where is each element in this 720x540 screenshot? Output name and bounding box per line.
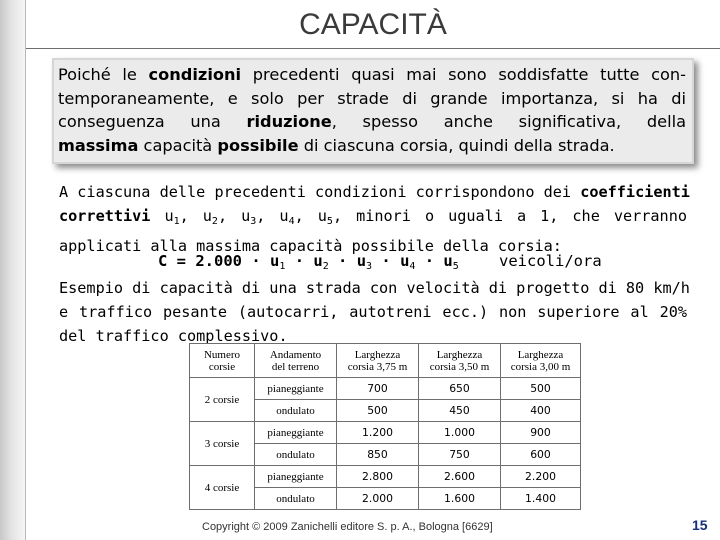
value-cell: 2.000: [337, 488, 419, 510]
side-decoration-bar: [0, 0, 26, 540]
value-cell: 900: [501, 422, 581, 444]
highlight-line-1: Poiché le condizioni precedenti quasi mai sono soddisfatte tutte con-: [58, 65, 686, 84]
body-line-1: A ciascuna delle precedenti condizioni corrispondono dei coefficienti: [59, 183, 690, 201]
header-lanes: Numero corsie: [190, 344, 255, 378]
value-cell: 500: [501, 378, 581, 400]
header-width-375: Larghezza corsia 3,75 m: [337, 344, 419, 378]
body-line-2: correttivi $u_1$, $u_2$, $u_3$, $u_4$, $u_5$, minori o uguali a 1, che verranno: [59, 207, 687, 227]
title-divider: [26, 48, 720, 49]
terrain-cell: ondulato: [255, 444, 337, 466]
value-cell: 1.400: [501, 488, 581, 510]
highlight-line-4: massima capacità possibile di ciascuna corsia, quindi della strada.: [58, 135, 615, 155]
terrain-cell: ondulato: [255, 400, 337, 422]
example-line-3: del traffico complessivo.: [59, 327, 288, 345]
terrain-cell: pianeggiante: [255, 378, 337, 400]
table-row: [190, 466, 581, 488]
body-paragraph: [59, 180, 690, 258]
value-cell: 400: [501, 400, 581, 422]
example-paragraph: [59, 276, 690, 348]
value-cell: 850: [337, 444, 419, 466]
lanes-cell: 4 corsie: [190, 466, 255, 510]
header-width-300: Larghezza corsia 3,00 m: [501, 344, 581, 378]
example-line-1: Esempio di capacità di una strada con velocità di progetto di 80 km/h: [59, 279, 690, 297]
table-row: [190, 378, 581, 400]
slide-title: CAPACITÀ: [299, 8, 447, 41]
value-cell: 500: [337, 400, 419, 422]
lanes-cell: 3 corsie: [190, 422, 255, 466]
capacity-table: [189, 343, 581, 510]
page-number: 15: [692, 517, 708, 533]
formula-unit: veicoli/ora: [499, 252, 602, 270]
capacity-formula: $C = 2.000 \cdot u_1 \cdot u_2 \cdot u_3 \cdot u_4 \cdot u_5$: [158, 252, 459, 272]
value-cell: 2.800: [337, 466, 419, 488]
table-row: [190, 422, 581, 444]
copyright-footer: Copyright © 2009 Zanichelli editore S. p. A., Bologna [6629]: [202, 521, 493, 533]
highlight-line-3: conseguenza una riduzione, spesso anche significativa, della: [58, 112, 686, 131]
value-cell: 2.600: [419, 466, 501, 488]
example-line-2: e traffico pesante (autocarri, autotreni ecc.) non superiore al 20%: [59, 303, 687, 321]
terrain-cell: pianeggiante: [255, 422, 337, 444]
terrain-cell: ondulato: [255, 488, 337, 510]
value-cell: 1.200: [337, 422, 419, 444]
terrain-cell: pianeggiante: [255, 466, 337, 488]
header-width-350: Larghezza corsia 3,50 m: [419, 344, 501, 378]
value-cell: 650: [419, 378, 501, 400]
value-cell: 700: [337, 378, 419, 400]
header-terrain: Andamento del terreno: [255, 344, 337, 378]
value-cell: 750: [419, 444, 501, 466]
value-cell: 2.200: [501, 466, 581, 488]
value-cell: 1.600: [419, 488, 501, 510]
value-cell: 1.000: [419, 422, 501, 444]
value-cell: 600: [501, 444, 581, 466]
highlight-line-2: temporaneamente, e solo per strade di grande importanza, si ha di: [58, 88, 686, 108]
table-header-row: [190, 344, 581, 378]
highlight-paragraph: [58, 63, 686, 157]
body-line-3: applicati alla massima capacità possibile della corsia:: [59, 237, 562, 255]
value-cell: 450: [419, 400, 501, 422]
lanes-cell: 2 corsie: [190, 378, 255, 422]
